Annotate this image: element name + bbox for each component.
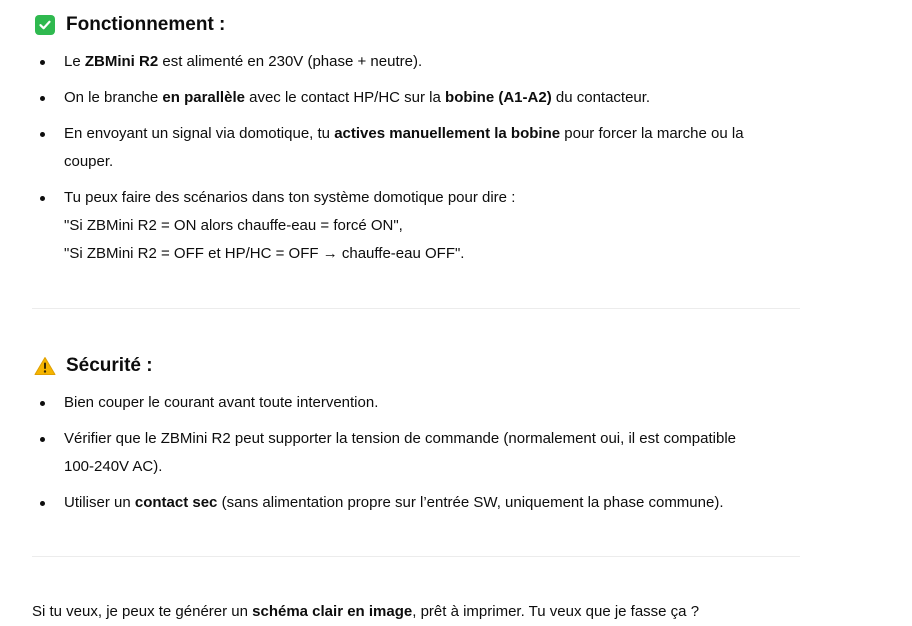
bullet-dot <box>40 60 45 65</box>
list-item <box>32 389 800 417</box>
section-title: Fonctionnement : <box>66 14 226 35</box>
text: 100-240V AC). <box>64 458 163 475</box>
bold-text: ZBMini R2 <box>84 53 159 70</box>
text: Le <box>64 53 85 70</box>
bold-text: actives manuellement la bobine <box>334 125 561 142</box>
bullet-list-fonctionnement <box>32 48 800 276</box>
section-title: Sécurité : <box>66 355 153 376</box>
bullet-dot <box>40 437 45 442</box>
list-item <box>32 48 800 76</box>
list-item <box>32 425 800 481</box>
text: , prêt à imprimer. Tu veux que je fasse ça ? <box>412 603 700 620</box>
bold-text: contact sec <box>134 494 218 511</box>
section-heading-fonctionnement <box>34 11 225 39</box>
list-item <box>32 84 800 112</box>
bullet-list-securite <box>32 389 800 525</box>
text: En envoyant un signal via domotique, tu <box>64 125 335 142</box>
text: couper. <box>64 153 114 170</box>
bullet-dot <box>40 96 45 101</box>
text: Tu peux faire des scénarios dans ton système domotique pour dire : <box>64 189 516 206</box>
text: avec le contact HP/HC sur la <box>244 89 446 106</box>
divider <box>32 556 800 557</box>
bold-text: bobine (A1-A2) <box>445 89 552 106</box>
bullet-dot <box>40 196 45 201</box>
text: Vérifier que le ZBMini R2 peut supporter la tension de commande (normalement oui, il est compatible <box>64 430 736 447</box>
closing-paragraph <box>32 598 800 626</box>
divider <box>32 308 800 309</box>
text: du contacteur. <box>551 89 651 106</box>
list-item <box>32 184 800 268</box>
text: pour forcer la marche ou la <box>560 125 744 142</box>
text: On le branche <box>64 89 163 106</box>
warning-icon <box>34 355 56 377</box>
text: "Si ZBMini R2 = OFF et HP/HC = OFF → chauffe-eau OFF". <box>64 245 465 262</box>
bullet-dot <box>40 401 45 406</box>
check-mark-icon <box>34 14 56 36</box>
text: "Si ZBMini R2 = ON alors chauffe-eau = forcé ON", <box>64 217 403 234</box>
text: (sans alimentation propre sur l’entrée SW, uniquement la phase commune). <box>217 494 724 511</box>
list-item <box>32 489 800 517</box>
text: Utiliser un <box>64 494 135 511</box>
text: Bien couper le courant avant toute intervention. <box>64 394 379 411</box>
bold-text: schéma clair en image <box>252 603 413 620</box>
bold-text: en parallèle <box>162 89 245 106</box>
bullet-dot <box>40 501 45 506</box>
text: est alimenté en 230V (phase + neutre). <box>158 53 423 70</box>
section-heading-securite <box>34 352 153 380</box>
list-item <box>32 120 800 176</box>
bullet-dot <box>40 132 45 137</box>
text: Si tu veux, je peux te générer un <box>32 603 253 620</box>
